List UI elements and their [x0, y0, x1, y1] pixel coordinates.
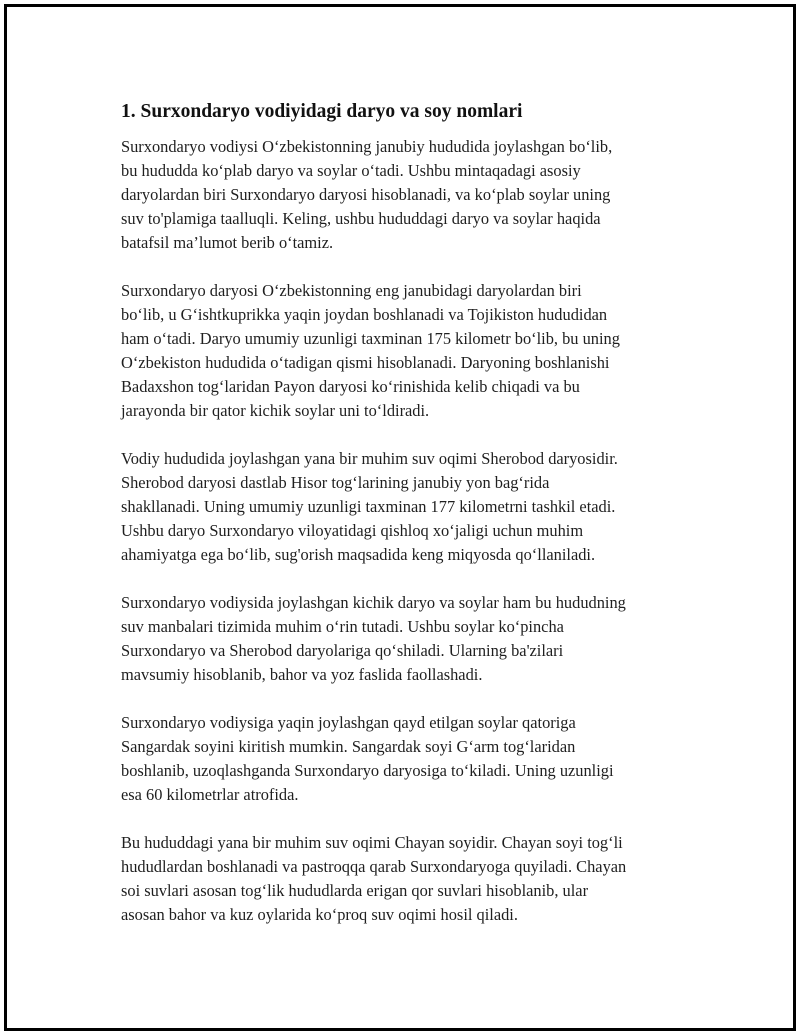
text-line: suv manbalari tizimida muhim o‘rin tutadi. Ushbu soylar ko‘pincha — [121, 617, 564, 636]
text-line: ahamiyatga ega bo‘lib, sug'orish maqsadida keng miqyosda qo‘llaniladi. — [121, 545, 596, 564]
text-line: hududlardan boshlanadi va pastroqqa qarab Surxondaryoga quyiladi. Chayan — [121, 857, 627, 876]
text-line: soi suvlari asosan tog‘lik hududlarda erigan qor suvlari hisoblanib, ular — [121, 881, 589, 900]
text-line: Sherobod daryosi dastlab Hisor tog‘larining janubiy yon bag‘rida — [121, 473, 550, 492]
text-line: Surxondaryo vodiysiga yaqin joylashgan qayd etilgan soylar qatoriga — [121, 713, 576, 732]
text-line: shakllanadi. Uning umumiy uzunligi taxminan 177 kilometrni tashkil etadi. — [121, 497, 616, 516]
text-line: esa 60 kilometrlar atrofida. — [121, 785, 299, 804]
text-line: O‘zbekiston hududida o‘tadigan qismi hisoblanadi. Daryoning boshlanishi — [121, 353, 610, 372]
text-line: Vodiy hududida joylashgan yana bir muhim suv oqimi Sherobod daryosidir. — [121, 449, 618, 468]
paragraph-3 — [121, 447, 701, 567]
text-line: Sangardak soyini kiritish mumkin. Sangardak soyi G‘arm tog‘laridan — [121, 737, 576, 756]
text-line: bu hududda ko‘plab daryo va soylar o‘tadi. Ushbu mintaqadagi asosiy — [121, 161, 581, 180]
text-line: Ushbu daryo Surxondaryo viloyatidagi qishloq xo‘jaligi uchun muhim — [121, 521, 584, 540]
text-line: ham o‘tadi. Daryo umumiy uzunligi taxminan 175 kilometr bo‘lib, bu uning — [121, 329, 620, 348]
text-line: Badaxshon tog‘laridan Payon daryosi ko‘rinishida kelib chiqadi va bu — [121, 377, 580, 396]
paragraph-4 — [121, 591, 701, 687]
text-line: Bu hududdagi yana bir muhim suv oqimi Chayan soyidir. Chayan soyi tog‘li — [121, 833, 623, 852]
text-line: Surxondaryo daryosi O‘zbekistonning eng janubidagi daryolardan biri — [121, 281, 582, 300]
text-line: mavsumiy hisoblanib, bahor va yoz faslida faollashadi. — [121, 665, 483, 684]
document-title: 1. Surxondaryo vodiyidagi daryo va soy nomlari — [121, 101, 523, 122]
page-frame — [4, 4, 796, 1031]
text-line: jarayonda bir qator kichik soylar uni to‘ldiradi. — [121, 401, 430, 420]
text-line: Surxondaryo vodiysi O‘zbekistonning janubiy hududida joylashgan bo‘lib, — [121, 137, 613, 156]
paragraph-1 — [121, 135, 701, 255]
paragraph-2 — [121, 279, 701, 423]
text-line: bo‘lib, u G‘ishtkuprikka yaqin joydan boshlanadi va Tojikiston hududidan — [121, 305, 608, 324]
paragraph-5 — [121, 711, 701, 807]
text-line: Surxondaryo vodiysida joylashgan kichik daryo va soylar ham bu hududning — [121, 593, 626, 612]
text-line: suv to'plamiga taalluqli. Keling, ushbu hududdagi daryo va soylar haqida — [121, 209, 601, 228]
text-line: daryolardan biri Surxondaryo daryosi hisoblanadi, va ko‘plab soylar uning — [121, 185, 611, 204]
text-line: batafsil ma’lumot berib o‘tamiz. — [121, 233, 334, 252]
text-line: Surxondaryo va Sherobod daryolariga qo‘shiladi. Ularning ba'zilari — [121, 641, 564, 660]
document-body — [121, 99, 701, 951]
text-line: asosan bahor va kuz oylarida ko‘proq suv oqimi hosil qiladi. — [121, 905, 518, 924]
paragraph-6 — [121, 831, 701, 927]
text-line: boshlanib, uzoqlashganda Surxondaryo daryosiga to‘kiladi. Uning uzunligi — [121, 761, 614, 780]
